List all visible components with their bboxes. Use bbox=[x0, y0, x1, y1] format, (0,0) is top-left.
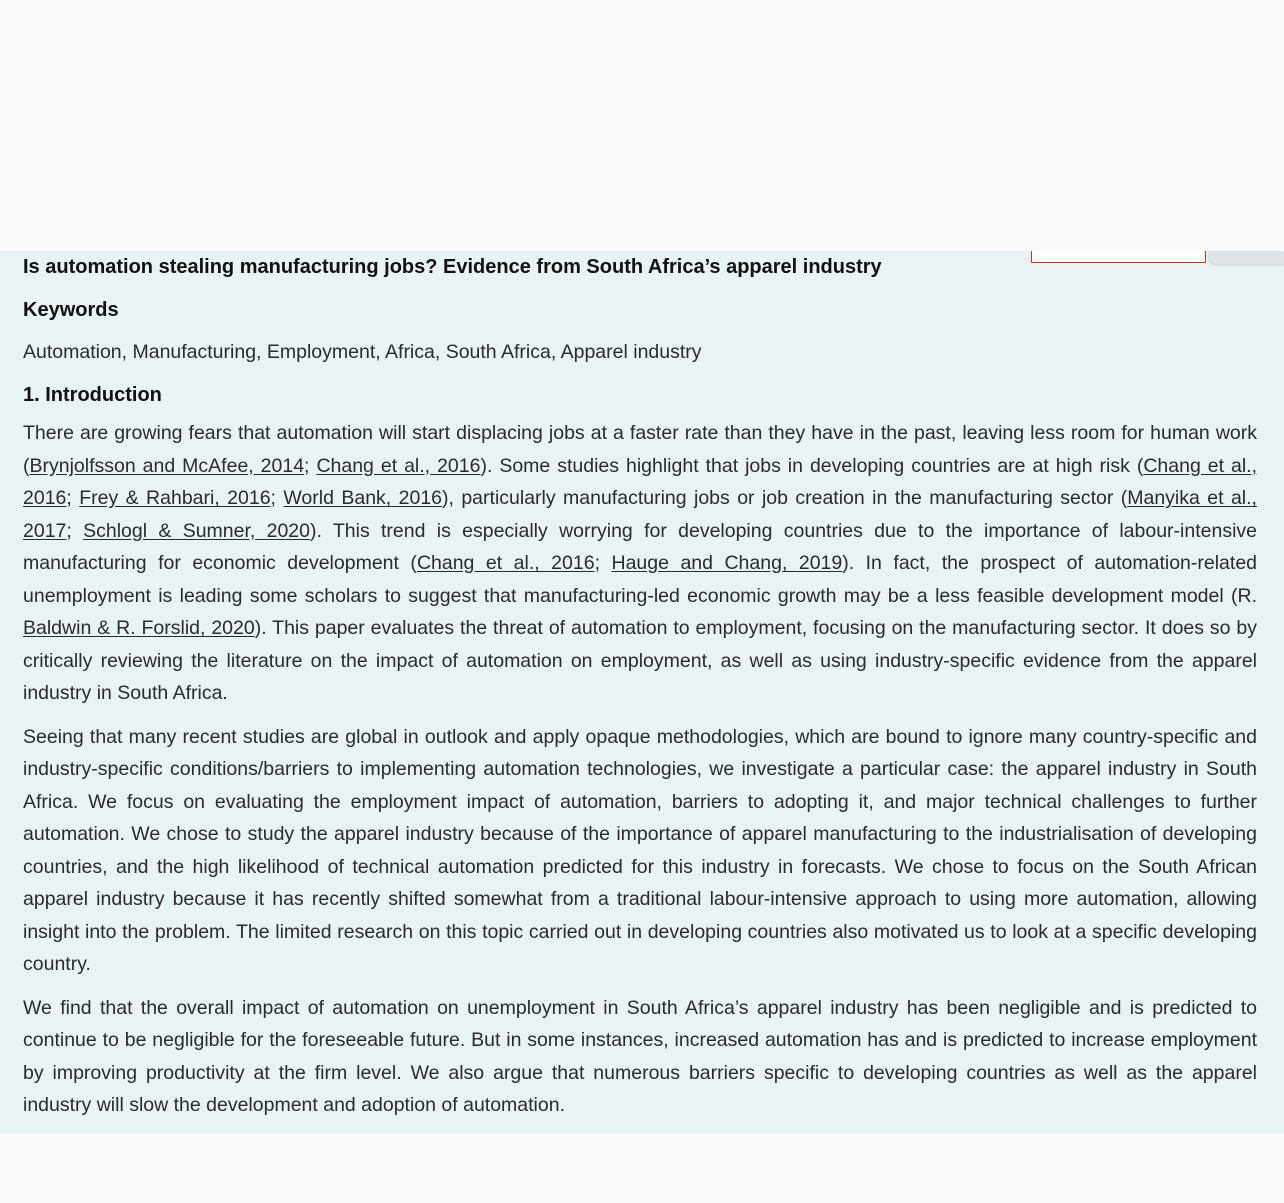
article-title: Is automation stealing manufacturing jobs? Evidence from South Africa’s apparel industry bbox=[23, 256, 882, 278]
paragraph-text: ). This paper evaluates the threat of automation to employment, focusing on the manufacturing sector. It does so by critically reviewing the literature on the impact of automation on employment, as well as using industry-specific evidence from the apparel industry in South Africa. bbox=[23, 617, 1257, 704]
paragraph-text: ). Some studies highlight that jobs in developing countries are at high risk ( bbox=[480, 454, 1144, 477]
citation-link[interactable]: Hauge and Chang, 2019 bbox=[611, 552, 843, 574]
citation-link[interactable]: Frey & Rahbari, 2016 bbox=[79, 487, 271, 509]
article-content-panel bbox=[0, 251, 1284, 1134]
citation-link[interactable]: Chang et al., 2016 bbox=[416, 552, 595, 574]
paragraph-text: ; bbox=[66, 519, 84, 542]
keywords-heading: Keywords bbox=[23, 299, 119, 321]
paragraph-text: ; bbox=[304, 454, 317, 477]
paragraph-text: ), particularly manufacturing jobs or job creation in the manufacturing sector ( bbox=[442, 487, 1128, 509]
paragraph-text: ; bbox=[66, 487, 80, 509]
citation-link[interactable]: Chang et al., 2016 bbox=[316, 454, 481, 477]
floating-side-tab[interactable] bbox=[1208, 251, 1284, 264]
paragraph-text: There are growing fears that automation will start displacing jobs at a faster rate than they have in the past, leaving less room for human work ( bbox=[23, 422, 1257, 477]
intro-paragraph-2: Seeing that many recent studies are global in outlook and apply opaque methodologies, which are bound to ignore many country-specific and industry-specific conditions/barriers to implementing automation technologies, we investigate a particular case: the apparel industry in South Africa. We focus on evaluating the employment impact of automation, barriers to adopting it, and major technical challenges to further automation. We chose to study the apparel industry because of the importance of apparel manufacturing to the industrialisation of developing countries, and the high likelihood of technical automation predicted for this industry in forecasts. We chose to focus on the South African apparel industry because it has recently shifted somewhat from a traditional labour-intensive approach to using more automation, allowing insight into the problem. The limited research on this topic carried out in developing countries also motivated us to look at a specific developing country. bbox=[23, 725, 1257, 975]
citation-link[interactable]: World Bank, 2016 bbox=[283, 487, 443, 509]
citation-link[interactable]: Schlogl & Sumner, 2020 bbox=[83, 519, 310, 542]
paragraph-text: ; bbox=[270, 487, 284, 509]
intro-paragraph-3: We find that the overall impact of automation on unemployment in South Africa’s apparel industry has been negligible and is predicted to continue to be negligible for the foreseeable future. But in some instances, increased automation has and is predicted to increase employment by improving productivity at the firm level. We also argue that numerous barriers specific to developing countries as well as the apparel industry will slow the development and adoption of automation. bbox=[23, 996, 1257, 1116]
introduction-heading: 1. Introduction bbox=[23, 384, 162, 406]
citation-link[interactable]: Brynjolfsson and McAfee, 2014 bbox=[29, 454, 305, 477]
paragraph-text: ). This trend is especially worrying for developing countries due to the importance of labour-intensive manufacturing for economic development ( bbox=[23, 519, 1257, 574]
citation-link[interactable]: Baldwin & R. Forslid, 2020 bbox=[23, 617, 255, 639]
paragraph-text: ). In fact, the prospect of automation-related unemployment is leading some scholars to suggest that manufacturing-led economic growth may be a less feasible development model (R. bbox=[23, 552, 1258, 607]
floating-toolbar-box[interactable] bbox=[1031, 251, 1206, 263]
citation-link[interactable]: Chang et al., 2016 bbox=[23, 454, 1257, 509]
citation-link[interactable]: Manyika et al., 2017 bbox=[23, 487, 1257, 542]
paragraph-text: ; bbox=[594, 552, 612, 574]
intro-paragraph-1 bbox=[23, 417, 1257, 710]
keywords-list: Automation, Manufacturing, Employment, Africa, South Africa, Apparel industry bbox=[23, 341, 702, 363]
